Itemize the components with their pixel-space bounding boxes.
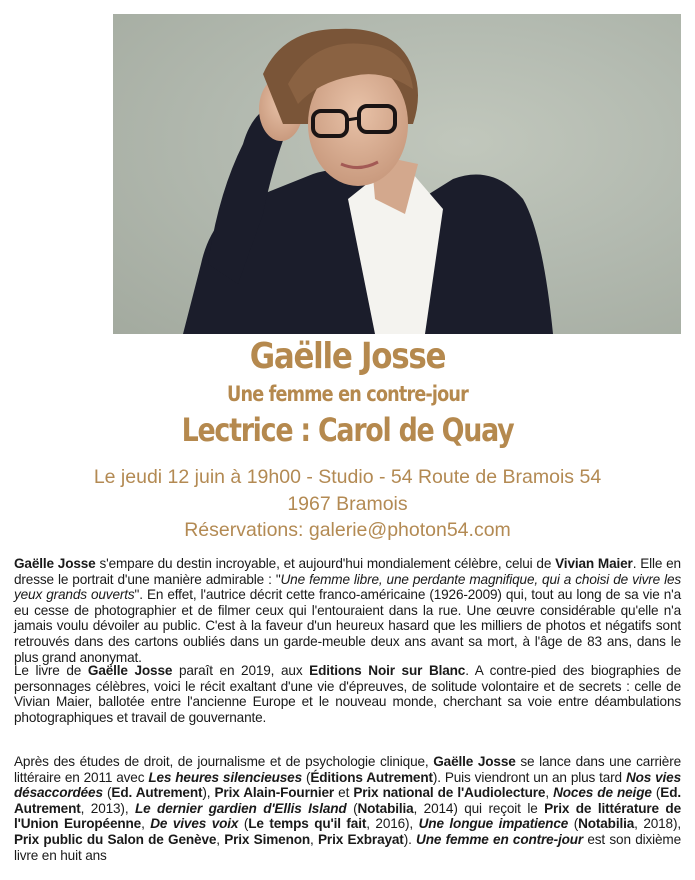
text-run: ). Puis viendront un an plus tard [432, 769, 626, 785]
reader-credit: Lectrice : Carol de Quay [181, 411, 514, 449]
text-run: Gaëlle Josse [87, 663, 173, 678]
text-run: , [545, 785, 554, 801]
text-run: , [141, 816, 151, 832]
text-run: ". En effet, l'autrice décrit cette franco-américaine (1926-2009) qui, tout au long de sa vie n'a eu cesse de photographier et de filmer ceux qui l'entouraient dans la rue. Une œuvre considérable qu'elle n'a jamais voulu dévoiler au public. C'est à la faveur d'un heureux hasard que les milliers de photos et négatifs sont retrouvés dans des cartons oubliés dans un garde-meuble deux ans avant sa mort, à l'âge de 83 ans, dans le plus grand anonymat. [14, 587, 681, 665]
text-run: Prix Alain-Fournier [214, 785, 335, 801]
text-run: , 2018), [634, 816, 681, 832]
text-run: Une longue impatience [418, 816, 569, 832]
text-run: et [334, 785, 354, 801]
text-run: , 2013), [80, 800, 135, 816]
text-run: , [216, 831, 225, 847]
text-run: ( [346, 800, 358, 816]
text-run: Prix Exbrayat [318, 831, 404, 847]
text-run: Notabilia [357, 800, 414, 816]
book-title: Une femme en contre-jour [227, 382, 468, 406]
text-run: . A contre-pied des biographies de personnages célèbres, voici le récit exaltant d'une vie d'épreuves, de solitude volontaire et de secrets : celle de Vivian Maier, ballotée entre l'ancienne Europe et le nouveau monde, cherchant sa voie entre déambulations photographiques et travail de gouvernante. [14, 663, 681, 725]
text-run: , 2016), [366, 816, 419, 832]
text-run: ( [238, 816, 249, 832]
text-run: Gaëlle Josse [433, 754, 516, 769]
paragraph-book [14, 663, 681, 725]
text-run: Après des études de droit, de journalisme et de psychologie clinique, [14, 754, 434, 769]
text-run: Nos vies désaccordées [14, 769, 682, 801]
text-run: ( [568, 816, 579, 832]
text-run: Prix national de l'Audiolecture [353, 785, 546, 801]
text-run: Gaëlle Josse [14, 556, 96, 571]
event-date-location: Le jeudi 12 juin à 19h00 - Studio - 54 Route de Bramois 54 [93, 466, 602, 488]
text-run: , [310, 831, 319, 847]
text-run: Le livre de [14, 663, 88, 678]
text-run: Une femme libre, une perdante magnifique, qui a choisi de vivre les yeux grands ouverts [14, 571, 682, 603]
text-run: De vives voix [150, 816, 239, 832]
text-run: Le dernier gardien d'Ellis Island [134, 800, 347, 816]
text-run: Une femme en contre-jour [416, 831, 584, 847]
text-run: Noces de neige [553, 785, 652, 801]
text-run: , 2014) qui reçoit le [413, 800, 545, 816]
author-name: Gaëlle Josse [249, 336, 446, 377]
text-run: se lance dans une carrière littéraire en 2011 avec [14, 754, 681, 785]
text-run: ( [102, 785, 112, 801]
paragraph-biography [14, 754, 681, 863]
text-run: Prix Simenon [224, 831, 311, 847]
text-run: Les heures silencieuses [148, 769, 302, 785]
text-run: Ed. Autrement [14, 785, 681, 816]
text-run: Notabilia [578, 816, 635, 832]
text-run: Vivian Maier [555, 556, 633, 571]
author-portrait-photo [113, 14, 681, 334]
event-city: 1967 Bramois [287, 493, 408, 515]
text-run: ( [302, 769, 311, 785]
text-run: ( [651, 785, 661, 801]
text-run: Éditions Autrement [310, 769, 433, 785]
text-run: ). [403, 831, 417, 847]
text-run: est son dixième livre en huit ans [14, 831, 681, 863]
text-run: Prix public du Salon de Genève [14, 831, 217, 847]
text-run: Editions Noir sur Blanc [309, 663, 466, 678]
text-run: s'empare du destin incroyable, et aujourd'hui mondialement célèbre, celui de [95, 556, 556, 571]
event-reservations: Réservations: galerie@photon54.com [184, 519, 511, 541]
text-run: Ed. Autrement [111, 785, 203, 801]
text-run: . Elle en dresse le portrait d'une manière admirable : " [14, 556, 681, 587]
text-run: Le temps qu'il fait [248, 816, 367, 832]
paragraph-intro [14, 556, 681, 665]
text-run: Prix de littérature de l'Union Européenne [14, 800, 681, 832]
text-run: ), [202, 785, 215, 801]
text-run: paraît en 2019, aux [172, 663, 310, 678]
